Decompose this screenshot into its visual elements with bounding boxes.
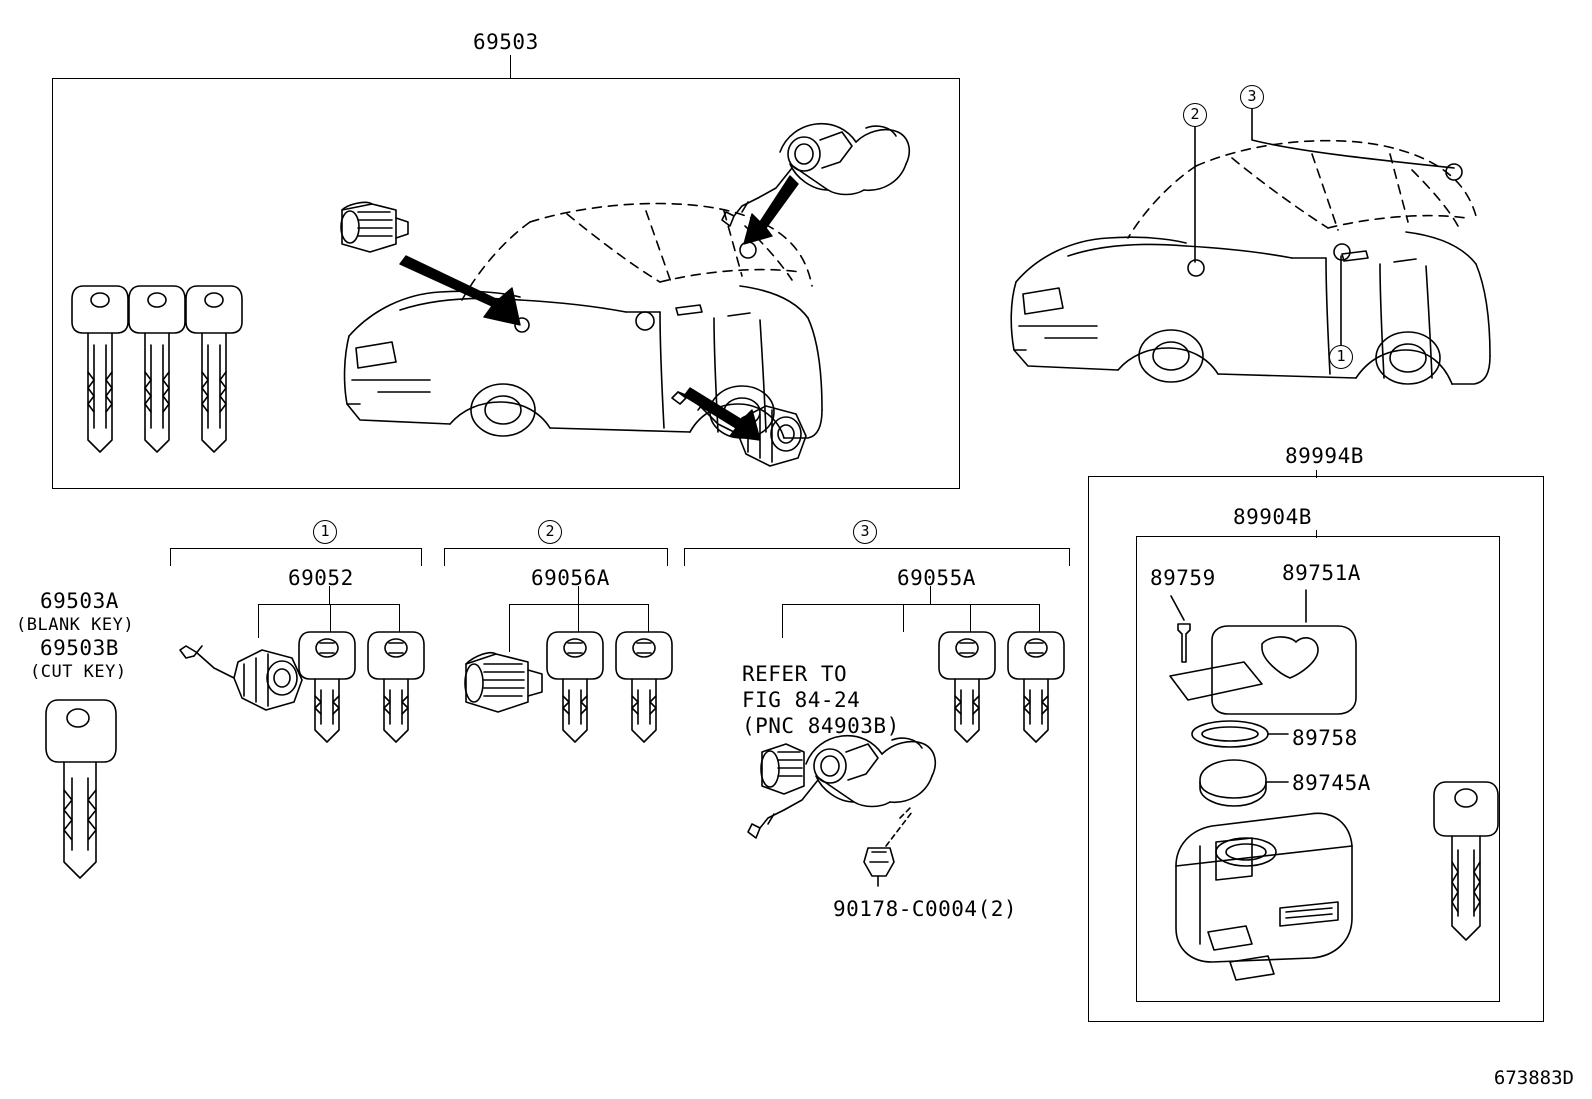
callout-1-vehicle: 1 bbox=[1329, 345, 1353, 369]
item1-lock-and-keys-illustration bbox=[180, 632, 424, 742]
leader-69052 bbox=[329, 586, 330, 604]
bracket-2-top bbox=[444, 548, 668, 549]
callout-3-vehicle: 3 bbox=[1240, 85, 1264, 109]
connector-69055-k2 bbox=[1039, 604, 1040, 632]
label-cover-part: 89751A bbox=[1282, 561, 1361, 585]
leader-main-box bbox=[510, 55, 511, 78]
connector-69052-left bbox=[258, 604, 259, 638]
bracket-1-top bbox=[170, 548, 422, 549]
label-main-assembly: 69503 bbox=[473, 30, 539, 54]
connector-69055-left bbox=[782, 604, 783, 638]
connector-69056-right bbox=[648, 604, 649, 632]
label-screw-part: 89759 bbox=[1150, 566, 1216, 590]
label-item1-part: 69052 bbox=[288, 566, 354, 590]
bracket-3-left bbox=[684, 548, 685, 566]
leader-transmitter-inner bbox=[1316, 530, 1317, 538]
label-transmitter-inner: 89904B bbox=[1233, 505, 1312, 529]
leader-69056 bbox=[578, 586, 579, 604]
callout-1-group: 1 bbox=[313, 520, 337, 544]
leader-transmitter-outer bbox=[1316, 470, 1317, 478]
label-item2-part: 69056A bbox=[531, 566, 610, 590]
callout-2-vehicle: 2 bbox=[1183, 103, 1207, 127]
bracket-2-right bbox=[667, 548, 668, 566]
drawing-code: 673883D bbox=[1493, 1067, 1574, 1089]
connector-69055-top bbox=[782, 604, 1040, 605]
connector-69055-k1 bbox=[970, 604, 971, 632]
label-transmitter-assembly: 89994B bbox=[1285, 444, 1364, 468]
connector-69052-mid bbox=[330, 604, 331, 632]
label-battery-part: 89745A bbox=[1292, 771, 1371, 795]
connector-69055-mid bbox=[903, 604, 904, 632]
bracket-3-top bbox=[684, 548, 1070, 549]
bracket-2-left bbox=[444, 548, 445, 566]
label-refer-line1: REFER TO bbox=[742, 662, 848, 686]
bracket-3-right bbox=[1069, 548, 1070, 566]
item2-cylinder-and-keys-illustration bbox=[465, 632, 672, 742]
connector-69052-top bbox=[258, 604, 400, 605]
large-blank-key-illustration bbox=[46, 700, 116, 878]
callout-3-group: 3 bbox=[853, 520, 877, 544]
connector-69056-mid bbox=[578, 604, 579, 632]
connector-69056-top bbox=[509, 604, 649, 605]
label-cut-key-note: (CUT KEY) bbox=[30, 662, 127, 682]
bracket-1-right bbox=[421, 548, 422, 566]
transmitter-inner-box bbox=[1136, 536, 1500, 1002]
label-cut-key-number: 69503B bbox=[40, 636, 119, 660]
callout-2-group: 2 bbox=[538, 520, 562, 544]
connector-69052-right bbox=[399, 604, 400, 632]
main-assembly-box bbox=[52, 78, 960, 489]
label-refer-line2: FIG 84-24 bbox=[742, 688, 861, 712]
label-item3-part: 69055A bbox=[897, 566, 976, 590]
label-refer-line3: (PNC 84903B) bbox=[742, 714, 900, 738]
label-bolt-part: 90178-C0004(2) bbox=[833, 897, 1018, 921]
label-oring-part: 89758 bbox=[1292, 726, 1358, 750]
leader-69055 bbox=[930, 586, 931, 604]
secondary-vehicle-illustration bbox=[1011, 109, 1490, 384]
label-blank-key-number: 69503A bbox=[40, 589, 119, 613]
bracket-1-left bbox=[170, 548, 171, 566]
connector-69056-left bbox=[509, 604, 510, 652]
label-blank-key-note: (BLANK KEY) bbox=[16, 615, 135, 635]
